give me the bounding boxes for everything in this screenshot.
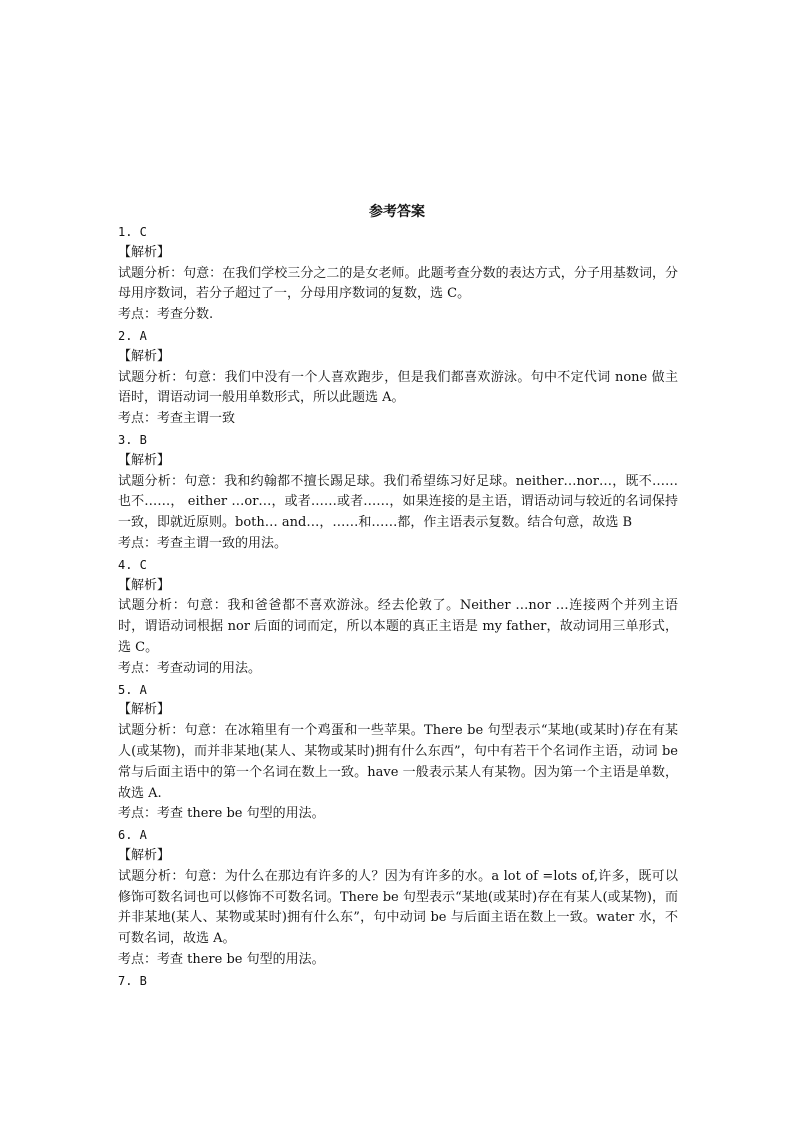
analysis-text: 试题分析：句意：我们中没有一个人喜欢跑步，但是我们都喜欢游泳。句中不定代词 none 做主语时，谓语动词一般用单数形式，所以此题选 A。 (118, 369, 678, 406)
answer-number: 1. C (118, 225, 147, 239)
exam-point: 考点：考查主谓一致的用法。 (118, 535, 288, 551)
answer-number: 4. C (118, 557, 147, 572)
analysis-label: 【解析】 (118, 348, 171, 364)
answer-item-5 (118, 680, 678, 826)
analysis-label: 【解析】 (118, 847, 171, 863)
answer-number: 5. A (118, 682, 147, 697)
answer-item-2 (118, 326, 678, 430)
analysis-label: 【解析】 (118, 702, 171, 718)
answer-item-1 (118, 222, 678, 326)
answer-item-3 (118, 430, 678, 555)
answer-number: 7. B (118, 973, 147, 988)
page-title: 参考答案 (369, 204, 425, 220)
analysis-text: 试题分析：句意：为什么在那边有许多的人？因为有许多的水。a lot of =lots of,许多，既可以修饰可数名词也可以修饰不可数名词。There be 句型表示“某地(或某时)存在有某人(或某物)，而并非某地(某人、某物或某时)拥有什么东”，句中动词 be 与后面主语在数上一致。water 水，不可数名词，故选 A。 (118, 868, 678, 947)
answer-item-4 (118, 555, 678, 680)
analysis-text: 试题分析：句意：我和爸爸都不喜欢游泳。经去伦敦了。Neither …nor …连接两个并列主语时，谓语动词根据 nor 后面的词而定，所以本题的真正主语是 my father，故动词用三单形式，选 C。 (118, 598, 678, 655)
analysis-label: 【解析】 (118, 244, 171, 260)
analysis-text: 试题分析：句意：我和约翰都不擅长踢足球。我们希望练习好足球。neither…nor…，既不……也不……， either …or…，或者……或者……，如果连接的是主语，谓语动词与较近的名词保持一致，即就近原则。both… and…，……和……都，作主语表示复数。结合句意，故选 B (118, 473, 678, 531)
answer-number: 6. A (118, 828, 147, 843)
answer-item-6 (118, 825, 678, 971)
answer-number: 2. A (118, 328, 147, 343)
analysis-label: 【解析】 (118, 452, 171, 468)
exam-point: 考点：考查 there be 句型的用法。 (118, 806, 325, 822)
analysis-text: 试题分析：句意：在我们学校三分之二的是女老师。此题考查分数的表达方式，分子用基数词，分母用序数词，若分子超过了一，分母用序数词的复数，选 C。 (118, 265, 678, 302)
exam-point: 考点：考查分数. (118, 307, 214, 323)
exam-point: 考点：考查动词的用法。 (118, 660, 262, 676)
analysis-label: 【解析】 (118, 577, 171, 593)
exam-point: 考点：考查主谓一致 (118, 411, 236, 427)
answer-item-7 (118, 971, 678, 992)
exam-point: 考点：考查 there be 句型的用法。 (118, 951, 325, 967)
answer-number: 3. B (118, 432, 147, 447)
analysis-text: 试题分析：句意：在冰箱里有一个鸡蛋和一些苹果。There be 句型表示“某地(或某时)存在有某人(或某物)，而并非某地(某人、某物或某时)拥有什么东西”，句中有若干个名词作主语，动词 be 常与后面主语中的第一个名词在数上一致。have 一般表示某人有某物。因为第一个主语是单数，故选 A. (118, 723, 678, 801)
answer-list (118, 222, 678, 991)
